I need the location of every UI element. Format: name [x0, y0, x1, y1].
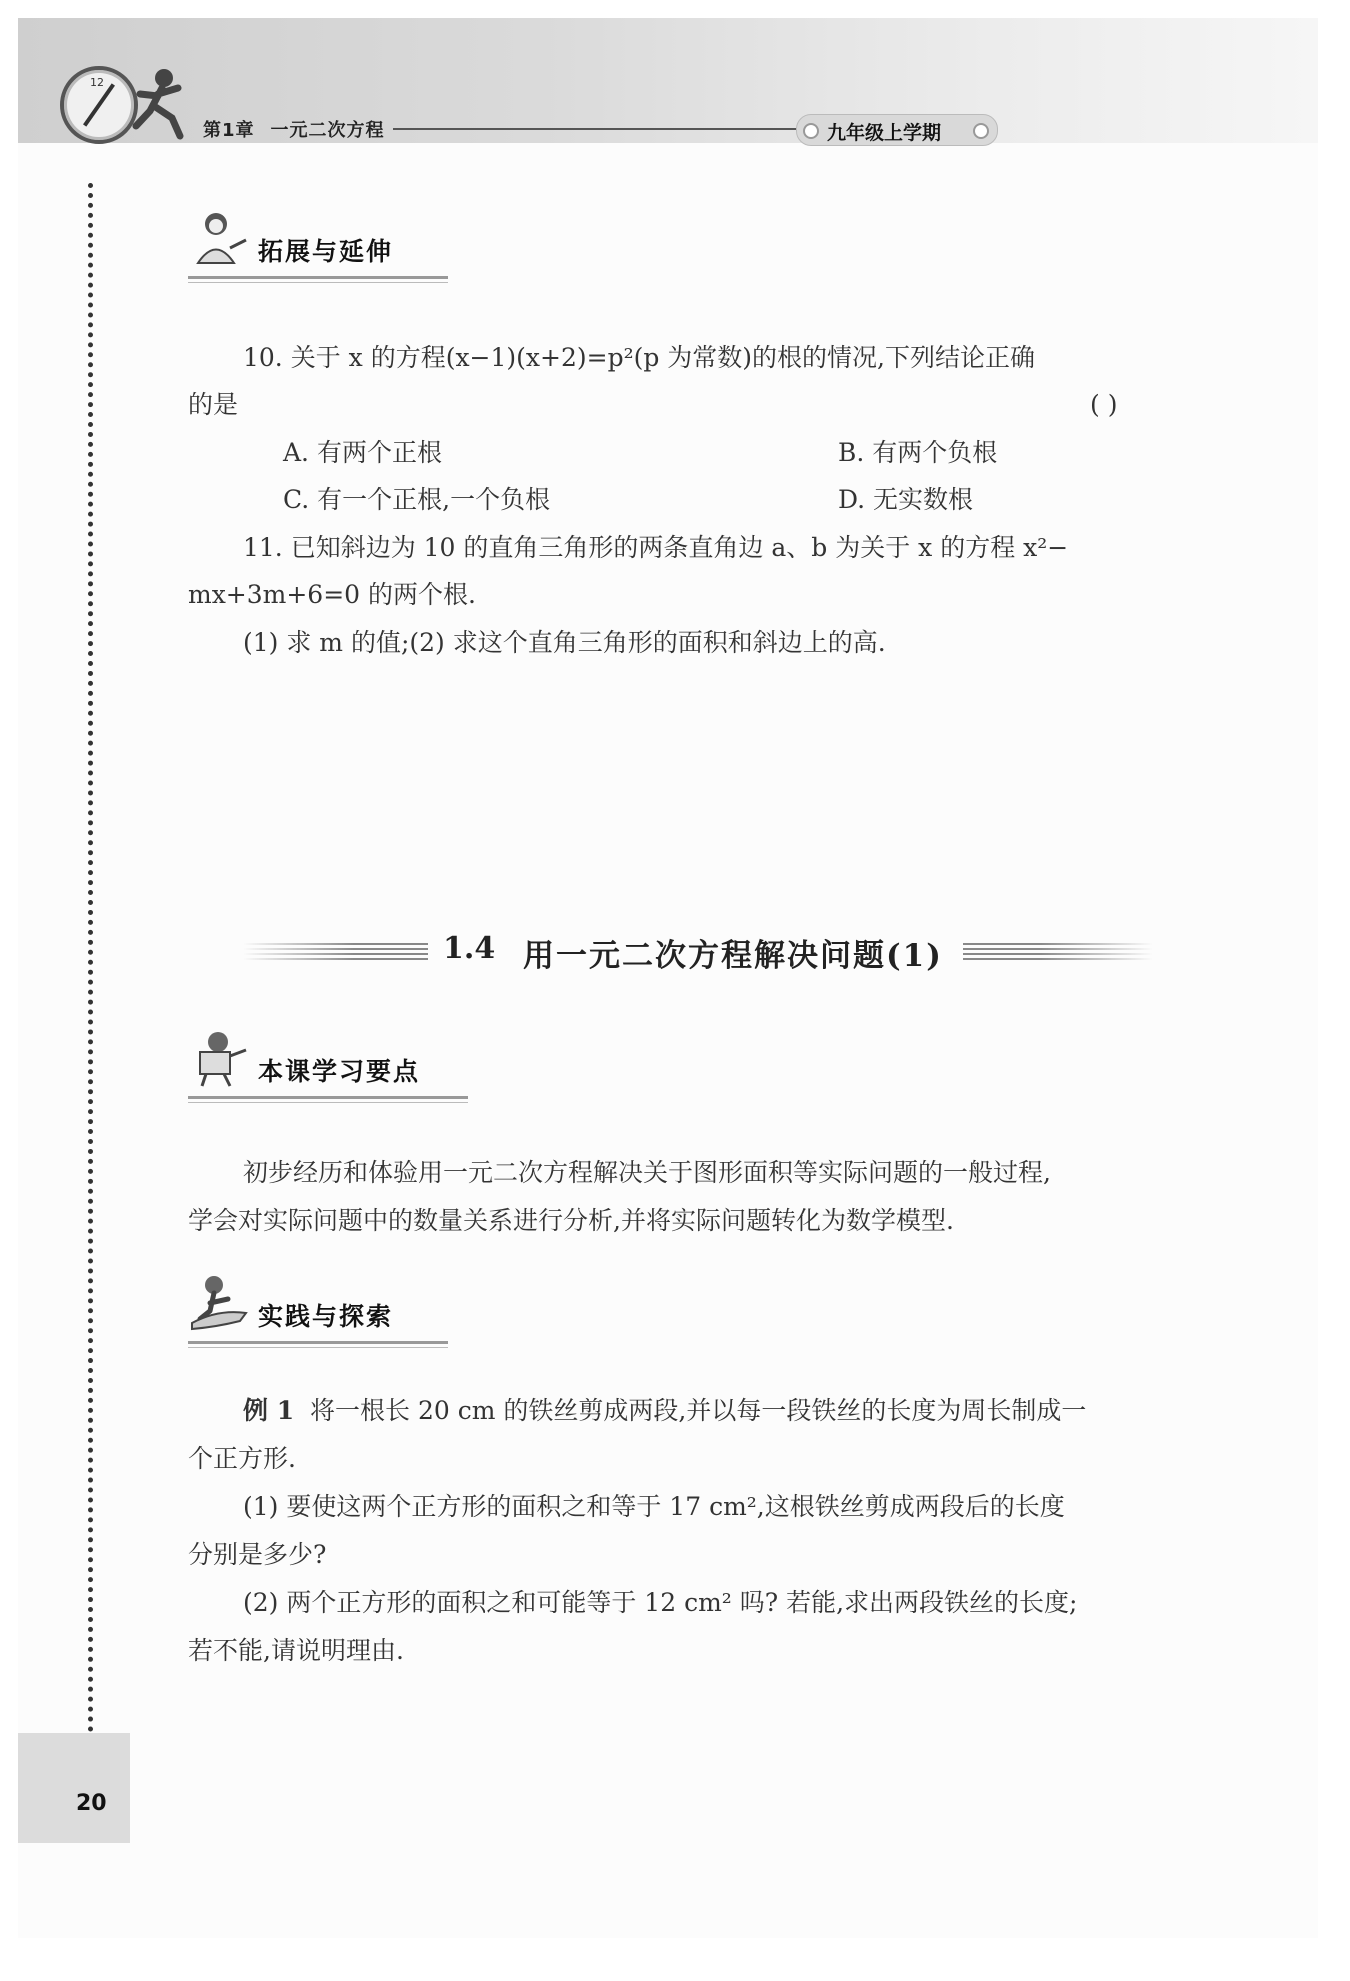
q10-option-a: A. 有两个正根: [283, 438, 442, 467]
chapter-heading: [203, 116, 401, 142]
section-practice-title: 实践与探索: [258, 1302, 394, 1331]
runner-icon: [128, 66, 188, 141]
student-surfing-icon: [188, 1273, 248, 1333]
q10-option-b: B. 有两个负根: [838, 438, 998, 467]
q10-line2: 的是: [188, 390, 239, 419]
grade-text: 九年级上学期: [827, 122, 942, 144]
lesson-stripe-left: [243, 943, 428, 963]
example1-line2: 个正方形.: [188, 1444, 296, 1473]
q10-option-d: D. 无实数根: [838, 485, 974, 514]
example1-line1-text: 将一根长 20 cm 的铁丝剪成两段,并以每一段铁丝的长度为周长制成一: [310, 1396, 1087, 1425]
section-extension-title: 拓展与延伸: [258, 237, 394, 266]
grade-badge: [796, 114, 998, 146]
lesson-stripe-right: [963, 943, 1153, 963]
section-keypoints-heading: [188, 1028, 488, 1108]
teacher-icon: [188, 208, 248, 268]
chapter-label: 第1章: [203, 120, 255, 141]
example1-line1: [243, 1396, 1086, 1426]
example1-label: 例 1: [243, 1396, 295, 1425]
compass-number: 12: [90, 76, 104, 89]
q11-line3: (1) 求 m 的值;(2) 求这个直角三角形的面积和斜边上的高.: [243, 628, 886, 657]
page: [18, 18, 1318, 1938]
student-reading-icon: [188, 1028, 248, 1088]
example1-part1-line2: 分别是多少?: [188, 1540, 327, 1569]
chapter-title: 一元二次方程: [270, 120, 385, 141]
section-extension-heading: [188, 208, 468, 288]
q10-answer-blank: ( ): [1090, 390, 1118, 419]
header-divider: [393, 128, 798, 130]
q10-line1: 10. 关于 x 的方程(x−1)(x+2)=p²(p 为常数)的根的情况,下列结论正确: [243, 343, 1035, 372]
section-keypoints-title: 本课学习要点: [258, 1057, 421, 1086]
example1-part1-line1: (1) 要使这两个正方形的面积之和等于 17 cm²,这根铁丝剪成两段后的长度: [243, 1492, 1065, 1521]
q10-option-c: C. 有一个正根,一个负根: [283, 485, 551, 514]
page-number: 20: [76, 1791, 107, 1816]
margin-dotted-line: [88, 183, 93, 1753]
example1-part2-line2: 若不能,请说明理由.: [188, 1636, 404, 1665]
q11-line1: 11. 已知斜边为 10 的直角三角形的两条直角边 a、b 为关于 x 的方程 x²−: [243, 533, 1069, 562]
lesson-heading: [243, 923, 1153, 979]
keypoints-line2: 学会对实际问题中的数量关系进行分析,并将实际问题转化为数学模型.: [188, 1206, 954, 1235]
lesson-title: 用一元二次方程解决问题(1): [523, 938, 943, 974]
compass-icon: [60, 66, 138, 144]
section-practice-heading: [188, 1273, 468, 1353]
example1-part2-line1: (2) 两个正方形的面积之和可能等于 12 cm² 吗? 若能,求出两段铁丝的长度;: [243, 1588, 1078, 1617]
q11-line2: mx+3m+6=0 的两个根.: [188, 580, 476, 609]
page-number-box: [18, 1733, 130, 1843]
keypoints-line1: 初步经历和体验用一元二次方程解决关于图形面积等实际问题的一般过程,: [243, 1158, 1051, 1187]
lesson-number: 1.4: [443, 931, 496, 966]
